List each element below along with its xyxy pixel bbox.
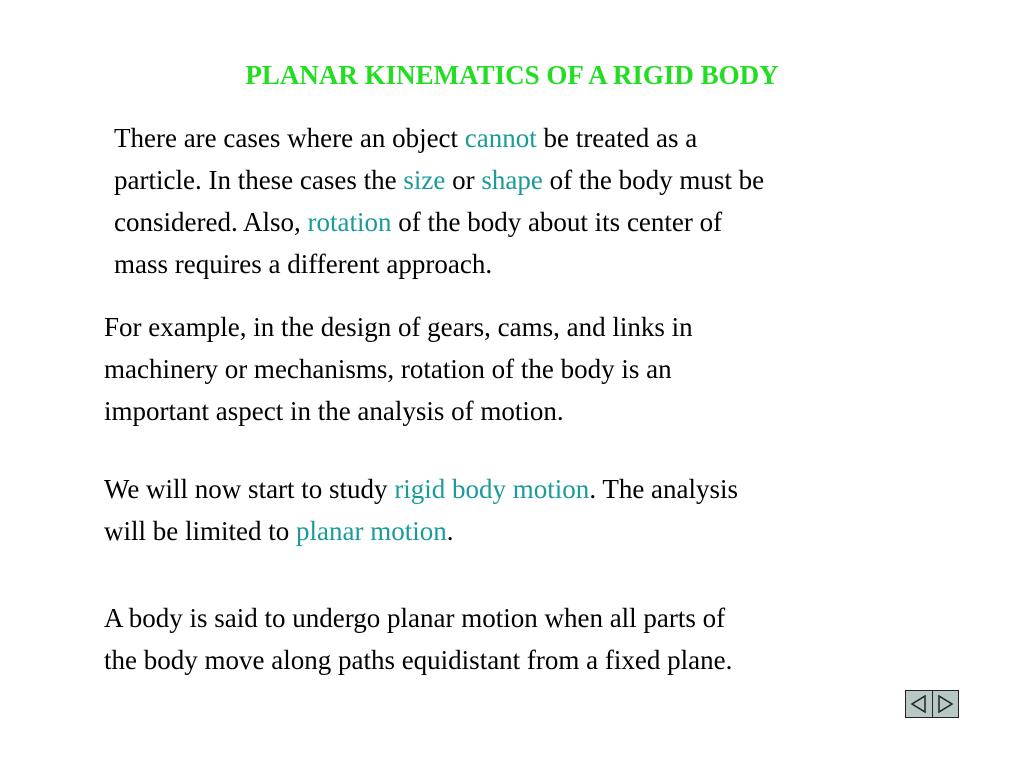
- text-line: machinery or mechanisms, rotation of the body is an: [104, 354, 672, 384]
- text-span: of the body about its center of: [391, 207, 723, 237]
- text-line: [104, 468, 738, 510]
- text-span: . The analysis: [589, 474, 739, 504]
- slide-title: PLANAR KINEMATICS OF A RIGID BODY: [245, 60, 779, 90]
- highlight-rigid-body-motion: rigid body motion: [394, 474, 590, 504]
- highlight-cannot: cannot: [464, 123, 537, 153]
- text-span: .: [446, 516, 454, 546]
- text-line: mass requires a different approach.: [114, 249, 493, 279]
- example-paragraph: [104, 306, 693, 432]
- left-arrow-icon: [909, 694, 929, 714]
- text-span: There are cases where an object: [114, 123, 465, 153]
- text-span: considered. Also,: [114, 207, 308, 237]
- highlight-planar-motion: planar motion: [295, 516, 447, 546]
- text-span: We will now start to study: [104, 474, 395, 504]
- intro-paragraph: [114, 117, 764, 285]
- definition-paragraph: [104, 597, 732, 681]
- slide-navigation: [905, 690, 959, 718]
- study-paragraph: [104, 468, 738, 552]
- text-span: be treated as a: [536, 123, 698, 153]
- highlight-size: size: [403, 165, 446, 195]
- text-line: [104, 510, 738, 552]
- next-slide-button[interactable]: [933, 691, 959, 717]
- right-arrow-icon: [935, 694, 955, 714]
- text-line: [114, 117, 764, 159]
- text-span: particle. In these cases the: [114, 165, 404, 195]
- text-line: important aspect in the analysis of motion.: [104, 396, 564, 426]
- text-line: [114, 159, 764, 201]
- text-line: the body move along paths equidistant from a fixed plane.: [104, 645, 733, 675]
- text-span: will be limited to: [104, 516, 296, 546]
- text-line: A body is said to undergo planar motion when all parts of: [104, 603, 726, 633]
- text-line: For example, in the design of gears, cams, and links in: [104, 312, 693, 342]
- text-span: or: [445, 165, 482, 195]
- previous-slide-button[interactable]: [906, 691, 933, 717]
- text-span: of the body must be: [542, 165, 765, 195]
- text-line: [114, 201, 764, 243]
- highlight-rotation: rotation: [307, 207, 392, 237]
- highlight-shape: shape: [481, 165, 543, 195]
